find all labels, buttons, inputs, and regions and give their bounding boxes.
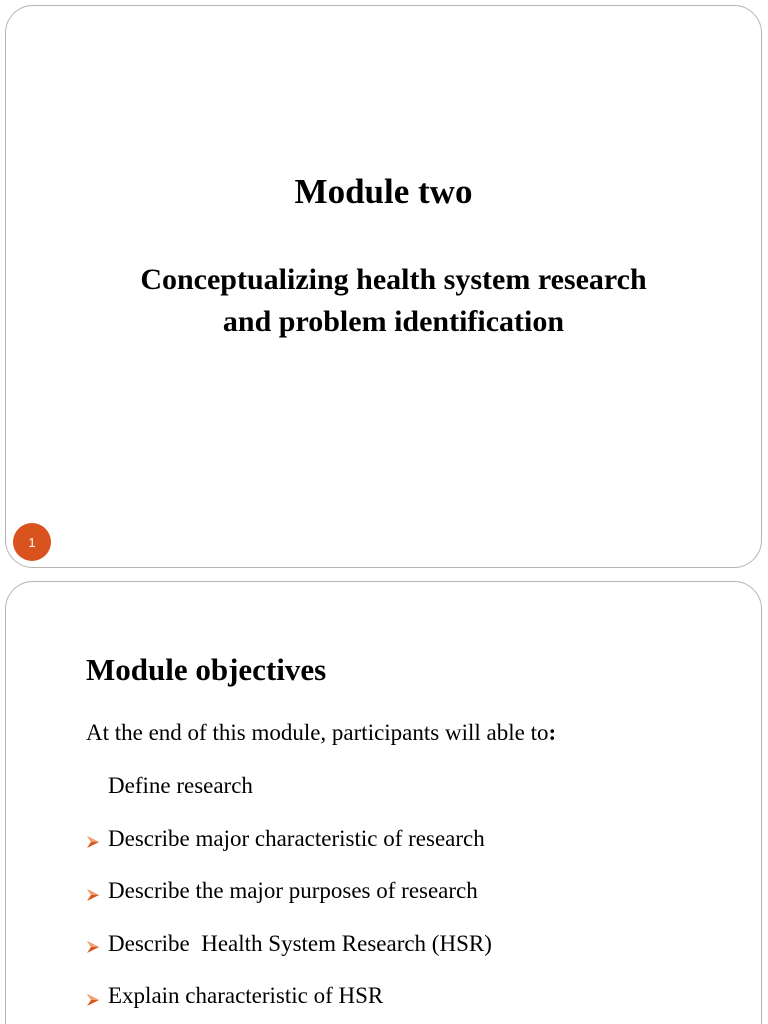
objectives-intro-text: At the end of this module, participants will able to [86,720,549,745]
objectives-list [86,771,492,1024]
slide-subtitle [66,259,721,343]
objective-text: Define research [108,773,253,798]
objective-item [86,981,492,1024]
objective-text: Describe major characteristic of research [108,825,485,851]
objective-text: Explain characteristic of HSR [108,983,384,1008]
page-number-badge: 1 [13,523,51,561]
subtitle-line-1: Conceptualizing health system research [140,263,647,296]
objectives-intro [86,718,556,748]
slide-2 [5,581,762,1024]
objectives-heading: Module objectives [86,652,327,687]
objective-item [86,771,492,824]
slide-title: Module two [294,172,473,211]
slide-1 [5,5,762,568]
arrow-bullet-icon [86,981,108,1024]
objective-text: Describe Health System Research (HSR) [108,930,492,956]
objective-item [86,929,492,982]
subtitle-line-2: and problem identification [222,305,565,338]
objective-item [86,876,492,929]
objective-text: Describe the major purposes of research [108,878,478,903]
objectives-intro-colon: : [548,720,557,745]
objective-item [86,824,492,877]
